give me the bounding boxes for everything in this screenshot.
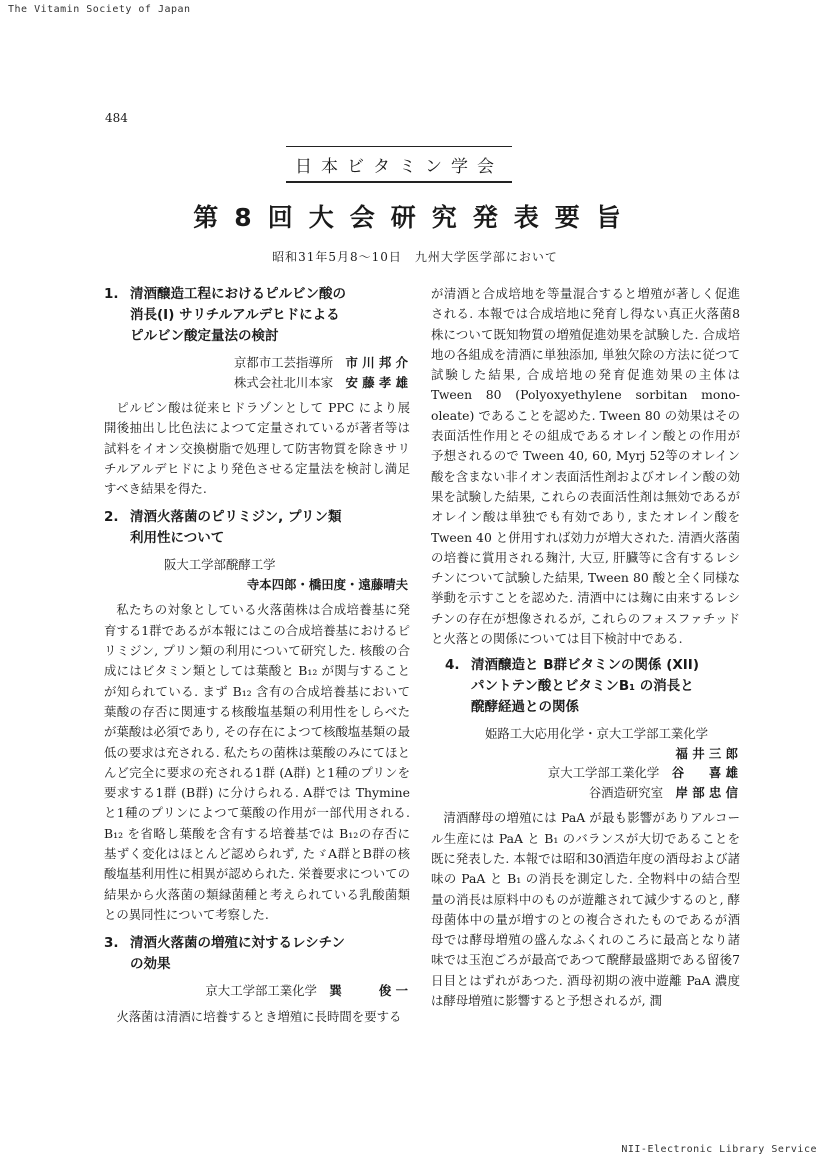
affiliation [431,744,740,764]
article-title [104,507,410,549]
right-column [431,284,740,1019]
affiliation [104,353,410,373]
article-body: 火落菌は清酒に培養するとき増殖に長時間を要する [116,1008,402,1024]
title-line: 利用性について [130,530,225,547]
affiliation-org: 株式会社北川本家 [233,374,334,390]
article-3 [104,933,410,1027]
author-name: 福 井 三 郎 [675,745,738,761]
title-line: ピルビン酸定量法の検討 [130,328,279,344]
article-number: 1. [104,286,119,302]
title-line: 清酒火落菌の増殖に対するレシチン [130,935,345,952]
affiliation-org: 姫路工大応用化学・京大工学部工業化学 [485,726,709,742]
page-number: 484 [105,111,128,125]
article-title [104,284,410,347]
society-banner: 日本ビタミン学会 [286,146,512,183]
article-body-continued: が清酒と合成培地を等量混合すると増殖が著しく促進される. 本報では合成培地に発育し得ない真正火落菌8株について既知物質の増殖促進効果を試験した. 合成培地の各組成を清酒に単独添加, 単独欠除の方法に従つて試験した結果, 合成培地の発育促進効果の主体は Tween 80 (Polyoxyethylene sorbitan mono-oleate) であることを認めた. Tween 80 の効果はその表面活性作用とその組成であるオレイン酸との作用が予想されるので Tween 40, 60, Myrj 52等のオレイン酸を含まない非イオン表面活性剤およびオレイン酸の効果を試験した結果, これらの表面活性剤は無効であるがオレイン酸は単独でも有効であり, またオレイン酸を Tween 40 と併用すれば効力が増大された. 清酒火落菌の培養に賞用される麹汁, 大豆, 肝臓等に含有するレシチンについて試験した結果, Tween 80 酸と全く同様な挙動を示すことを認めた. 清酒中には麹に由来するレシチンの存在が想像されるが, これらのフォスファチッドと火落との関係については目下検討中である. [431,286,740,647]
author-name: 安 藤 孝 雄 [345,374,408,390]
affiliation [104,981,410,1001]
article-number: 2. [104,509,119,526]
title-line: パントテン酸とビタミンB₁ の消長と [471,678,694,695]
page-title: 第8回大会研究発表要旨 [193,203,637,232]
affiliation [431,763,740,783]
title-line: 清酒火落菌のピリミジン, プリン類 [130,509,342,526]
article-body: ピルビン酸は従来ヒドラゾンとして PPC により展開後抽出し比色法によつて定量されているが著者等は試料をイオン交換樹脂で処理して防害物質を除きサリチルアルデヒドにより発色させる定量法を検討し満足すべき結果を得た. [104,400,410,497]
affiliation-org: 谷酒造研究室 [588,784,664,800]
article-number: 3. [104,935,119,952]
article-2 [104,507,410,925]
footer-credit: NII-Electronic Library Service [621,1144,817,1155]
article-4 [431,655,740,1011]
affiliation-org: 京大工学部工業化学 [205,983,317,999]
running-header: The Vitamin Society of Japan [8,4,191,15]
affiliation [431,724,740,744]
left-column [104,284,410,1027]
affiliation-org: 阪大工学部醗酵工学 [164,557,276,573]
meeting-info: 昭和31年5月8〜10日 九州大学医学部において [272,250,558,264]
article-number: 4. [445,657,460,674]
author-name: 岸 部 忠 信 [675,784,738,800]
author-name: 谷 喜 雄 [671,765,738,781]
affiliation-org: 京大工学部工業化学 [547,765,660,781]
affiliation [104,373,410,393]
article-body: 清酒酵母の増殖には PaA が最も影響がありアルコール生産には PaA と B₁ のバランスが大切であることを既に発表した. 本報では昭和30酒造年度の酒母および諸味の PaA と B₁ の消長を測定した. 全物料中の結合型量の消長は原料中のものが遊離されて減少するのと, 酵母菌体中の量が増すのとの複合されたものであるが酒母では酵母増殖の盛んなふくれのころに最高となり諸味では玉泡ごろが最高であつて醗酵最盛期である留後7日目とはずれがあつた. 酒母初期の液中遊離 PaA 濃度は酵母増殖に影響すると予想されるが, 潤 [431,810,740,1009]
title-line: 清酒醸造と B群ビタミンの関係 (XII) [471,657,699,674]
article-title [431,655,740,718]
title-line: 消長(I) サリチルアルデヒドによる [130,307,340,323]
title-line: 清酒醸造工程におけるピルビン酸の [130,286,346,302]
title-line: の効果 [130,956,171,973]
affiliation [431,783,740,803]
author-name: 巽 俊 一 [329,983,408,999]
affiliation [104,575,410,595]
article-body: 私たちの対象としている火落菌株は合成培養基に発育する1群であるが本報にはこの合成培養基におけるピリミジン, プリン類の利用について研究した. 核酸の合成にはビタミン類としては葉酸と B₁₂ が関与することが知られている. まず B₁₂ 含有の合成培養基において葉酸の存否に関連する核酸塩基類の利用性をしらべたが葉酸は必須であり, その存在によつて核酸塩基類の最低の要求は充される. 私たちの菌株は葉酸のみにてほとんど完全に要求の充される1群 (A群) と1種のプリンを要求する1群 (B群) に分けられる. A群では Thymine と1種のプリンによつて葉酸の作用が一部代用される. B₁₂ を省略し葉酸を含有する培養基では B₁₂の存否に基ずく変化はほとんど認められず, たゞA群とB群の核酸塩基利用性に相異が認められた. 栄養要求についての結果から火落菌の類縁菌種と考えられている乳酸菌類との異同性について考察した. [104,602,410,922]
author-name: 市 川 邦 介 [345,355,408,370]
author-name: 寺本四郎・橋田度・遠藤晴夫 [246,576,408,592]
title-line: 醗酵経過との関係 [471,699,579,716]
affiliation-org: 京都市工芸指導所 [233,355,334,370]
article-title [104,933,410,975]
article-1 [104,284,410,499]
affiliation [104,555,410,575]
